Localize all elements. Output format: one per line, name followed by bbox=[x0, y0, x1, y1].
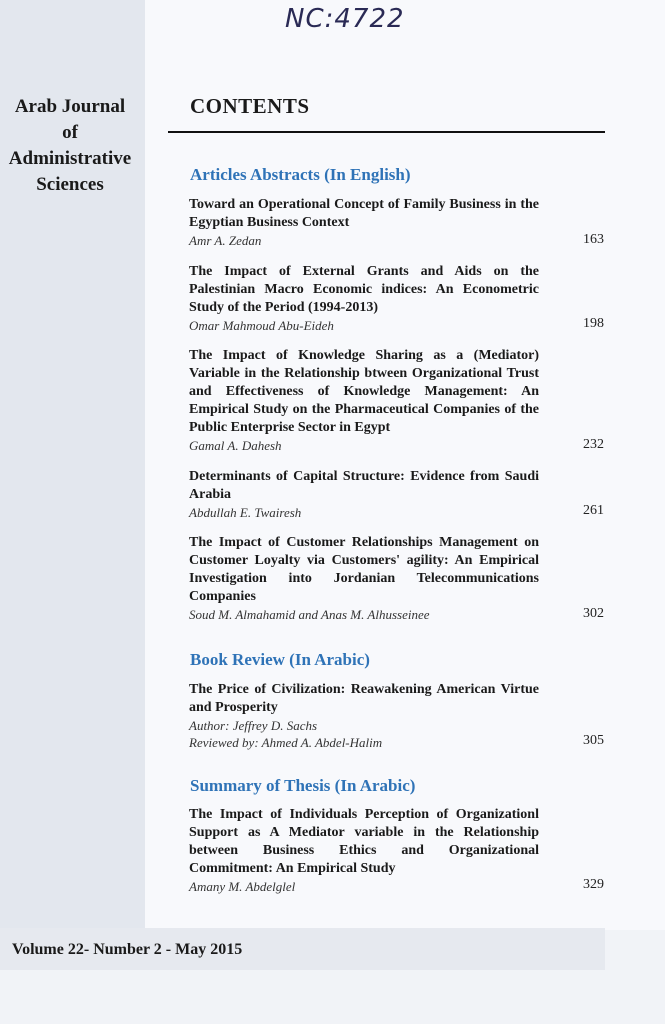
journal-title bbox=[4, 94, 136, 198]
page-number: 232 bbox=[583, 437, 604, 452]
article-author: Abdullah E. Twairesh bbox=[189, 505, 302, 520]
page-number: 163 bbox=[583, 232, 604, 247]
heading-divider bbox=[168, 131, 605, 133]
thesis-title: The Impact of Individuals Perception of Organizationl Support as A Mediator variable in the Relationship between Business Ethics and Organizational Commitment: An Empirical Study bbox=[189, 807, 539, 876]
reviewer: Reviewed by: Ahmed A. Abdel-Halim bbox=[189, 735, 383, 750]
article-title: The Impact of Customer Relationships Management on Customer Loyalty via Customers' agility: An Empirical Investigation into Jordanian Telecommunications Companies bbox=[189, 535, 539, 604]
toc-entry[interactable] bbox=[189, 347, 539, 454]
article-title: Toward an Operational Concept of Family Business in the Egyptian Business Context bbox=[189, 197, 539, 230]
toc-entry[interactable] bbox=[189, 806, 539, 895]
page-number: 302 bbox=[583, 606, 604, 621]
toc-entry[interactable] bbox=[189, 196, 539, 249]
page-number: 261 bbox=[583, 503, 604, 518]
volume-info: Volume 22- Number 2 - May 2015 bbox=[12, 941, 243, 958]
article-author: Amr A. Zedan bbox=[189, 233, 262, 248]
section-heading-articles: Articles Abstracts (In English) bbox=[190, 165, 411, 184]
article-title: Determinants of Capital Structure: Evidence from Saudi Arabia bbox=[189, 469, 539, 502]
page-number: 329 bbox=[583, 877, 604, 892]
article-title: The Impact of Knowledge Sharing as a (Mediator) Variable in the Relationship btween Organizational Trust and Effectiveness of Knowledge Management: An Empirical Study on the Pharmaceutical Companies of the Public Enterprise Sector in Egypt bbox=[189, 348, 539, 435]
page-number: 198 bbox=[583, 316, 604, 331]
article-author: Omar Mahmoud Abu-Eideh bbox=[189, 318, 334, 333]
article-title: The Impact of External Grants and Aids on the Palestinian Macro Economic indices: An Econometric Study of the Period (1994-2013) bbox=[189, 264, 539, 315]
toc-entry[interactable] bbox=[189, 681, 539, 751]
article-author: Soud M. Almahamid and Anas M. Alhusseinee bbox=[189, 607, 430, 622]
journal-title-line: Arab Journal bbox=[14, 96, 126, 117]
article-author: Gamal A. Dahesh bbox=[189, 438, 282, 453]
book-author: Author: Jeffrey D. Sachs bbox=[189, 718, 318, 733]
journal-title-line: Sciences bbox=[36, 174, 104, 195]
page-number: 305 bbox=[583, 733, 604, 748]
journal-title-line: Administrative bbox=[8, 148, 132, 169]
section-heading-thesis: Summary of Thesis (In Arabic) bbox=[190, 776, 416, 795]
book-title: The Price of Civilization: Reawakening American Virtue and Prosperity bbox=[189, 682, 539, 715]
toc-entry[interactable] bbox=[189, 468, 539, 521]
contents-heading: CONTENTS bbox=[190, 94, 310, 118]
toc-entry[interactable] bbox=[189, 263, 539, 334]
thesis-author: Amany M. Abdelglel bbox=[189, 879, 296, 894]
handwritten-note: NC:4722 bbox=[285, 4, 405, 34]
toc-entry[interactable] bbox=[189, 534, 539, 623]
journal-title-line: of bbox=[62, 122, 78, 143]
section-heading-book-review: Book Review (In Arabic) bbox=[190, 650, 370, 669]
